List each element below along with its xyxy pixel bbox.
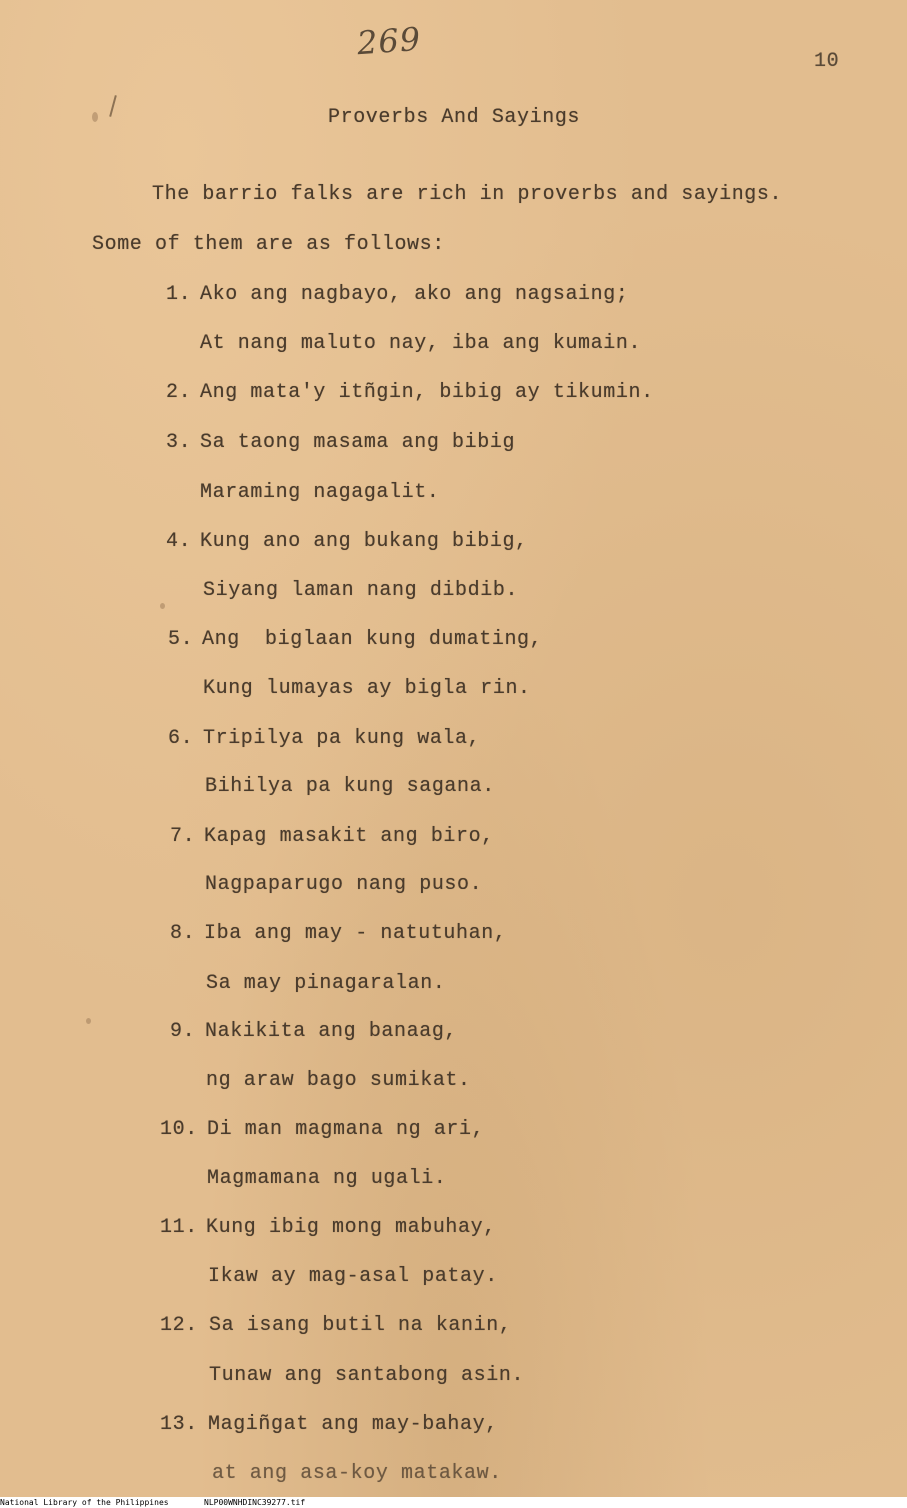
- pencil-mark-icon: [109, 95, 117, 117]
- proverb-line: at ang asa-koy matakaw.: [212, 1462, 502, 1485]
- proverb-number: 4.: [166, 530, 192, 553]
- proverb-number: 6.: [168, 727, 194, 750]
- page-title: Proverbs And Sayings: [328, 106, 581, 129]
- proverb-line: Sa may pinagaralan.: [206, 972, 446, 995]
- ink-spot-icon: [160, 603, 165, 609]
- proverb-line: Ikaw ay mag-asal patay.: [208, 1265, 498, 1288]
- proverb-line: ng araw bago sumikat.: [206, 1069, 471, 1092]
- proverb-line: Di man magmana ng ari,: [207, 1118, 485, 1141]
- ink-spot-icon: [86, 1018, 91, 1024]
- proverb-number: 7.: [170, 825, 196, 848]
- ink-spot-icon: [92, 112, 98, 122]
- intro-line: Some of them are as follows:: [92, 233, 445, 256]
- proverb-line: Ang mata'y itñgin, bibig ay tikumin.: [200, 381, 654, 404]
- proverb-line: Sa isang butil na kanin,: [209, 1314, 512, 1337]
- proverb-number: 2.: [166, 381, 192, 404]
- proverb-line: Nagpaparugo nang puso.: [205, 873, 483, 896]
- proverb-line: Bihilya pa kung sagana.: [205, 775, 495, 798]
- proverb-line: Nakikita ang banaag,: [205, 1020, 458, 1043]
- proverb-number: 8.: [170, 922, 196, 945]
- proverb-line: Tunaw ang santabong asin.: [209, 1364, 525, 1387]
- folio-mark: 269: [355, 19, 423, 63]
- proverb-line: Iba ang may - natutuhan,: [204, 922, 507, 945]
- proverb-line: Ang biglaan kung dumating,: [202, 628, 543, 651]
- proverb-line: Tripilya pa kung wala,: [203, 727, 481, 750]
- footer-source: National Library of the Philippines: [0, 1498, 169, 1507]
- proverb-line: At nang maluto nay, iba ang kumain.: [200, 332, 642, 355]
- proverb-number: 9.: [170, 1020, 196, 1043]
- proverb-line: Siyang laman nang dibdib.: [203, 579, 519, 602]
- proverb-number: 5.: [168, 628, 194, 651]
- proverb-line: Sa taong masama ang bibig: [200, 431, 516, 454]
- proverb-number: 12.: [160, 1314, 198, 1337]
- proverb-number: 11.: [160, 1216, 198, 1239]
- proverb-line: Magmamana ng ugali.: [207, 1167, 447, 1190]
- proverb-number: 3.: [166, 431, 192, 454]
- proverb-number: 13.: [160, 1413, 198, 1436]
- proverb-line: Kung ibig mong mabuhay,: [206, 1216, 496, 1239]
- scan-footer: [0, 1497, 907, 1508]
- proverb-line: Kung ano ang bukang bibig,: [200, 530, 528, 553]
- page-number: 10: [814, 50, 840, 73]
- proverb-number: 1.: [166, 283, 192, 306]
- intro-line: The barrio falks are rich in proverbs and sayings.: [152, 183, 783, 206]
- proverb-line: Maraming nagagalit.: [200, 481, 440, 504]
- proverb-line: Kapag masakit ang biro,: [204, 825, 494, 848]
- proverb-line: Kung lumayas ay bigla rin.: [203, 677, 531, 700]
- proverb-line: Ako ang nagbayo, ako ang nagsaing;: [200, 283, 629, 306]
- proverb-line: Magiñgat ang may-bahay,: [208, 1413, 498, 1436]
- footer-filename: NLP00WNHDINC39277.tif: [204, 1498, 306, 1507]
- proverb-number: 10.: [160, 1118, 198, 1141]
